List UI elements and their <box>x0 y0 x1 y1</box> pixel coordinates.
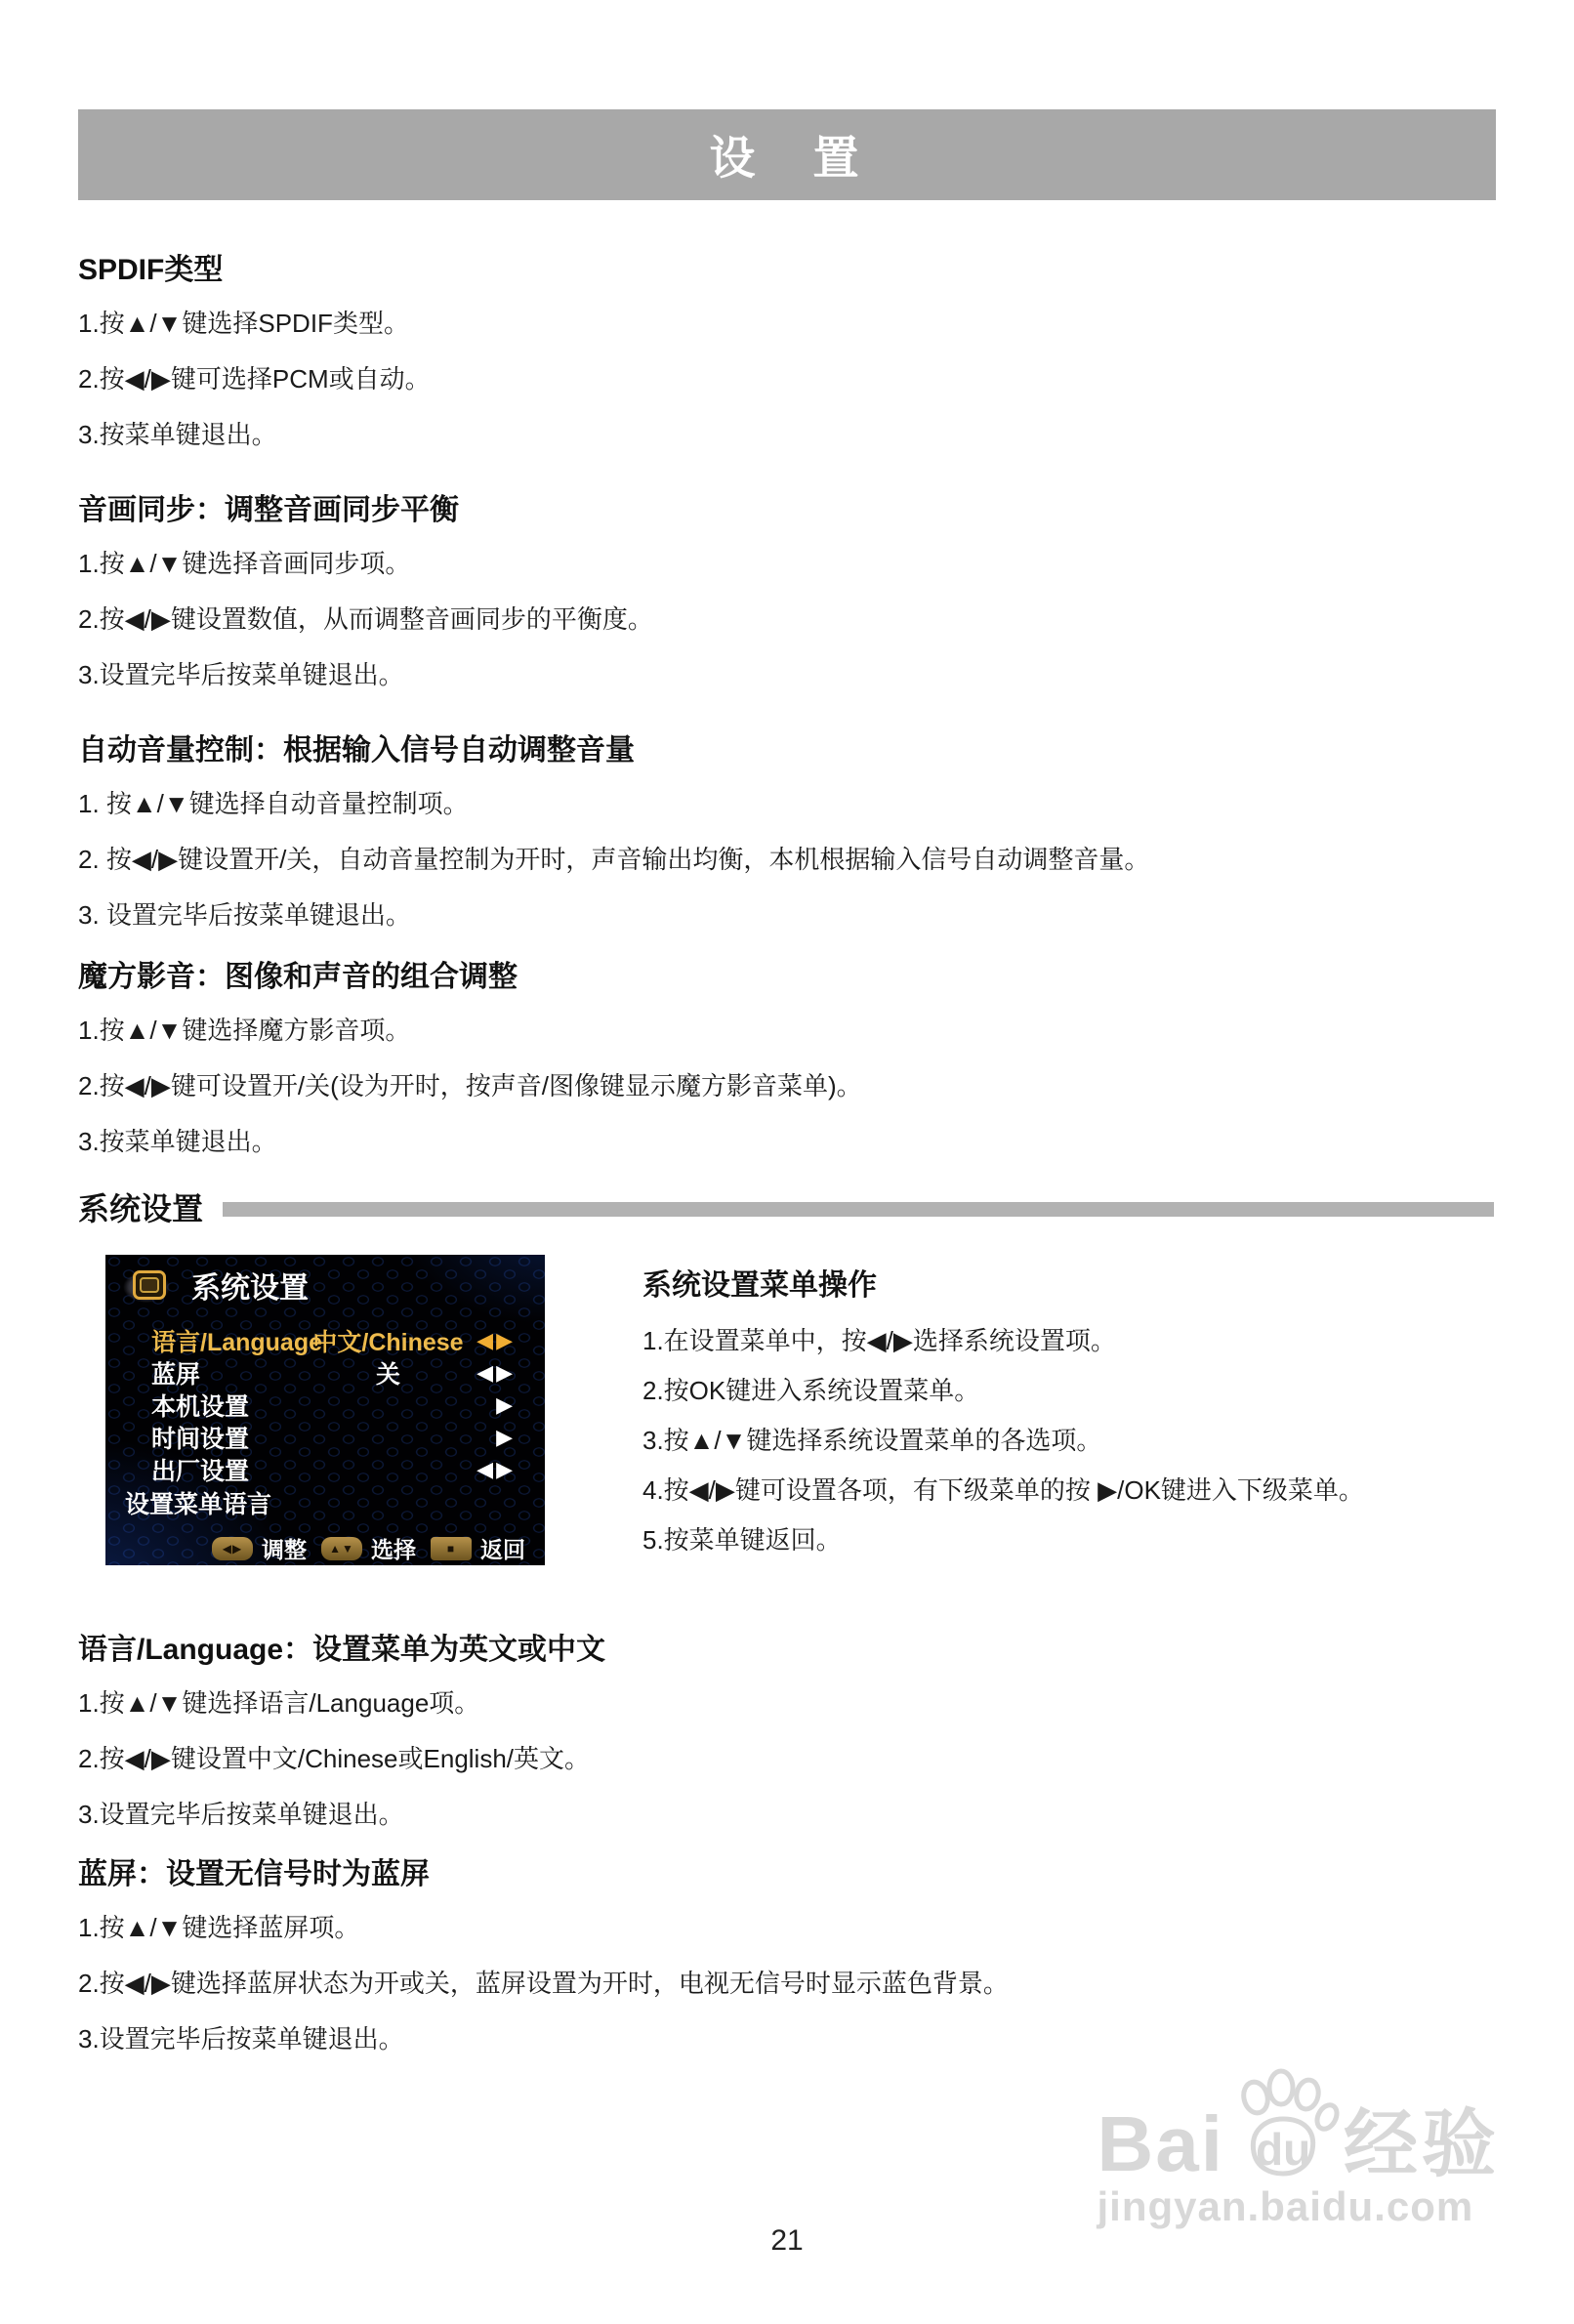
adjust-label: 调整 <box>262 1537 307 1562</box>
system-settings-menu-screenshot <box>105 1255 545 1565</box>
baidu-watermark-logo <box>1097 2068 1501 2187</box>
menu-row-label: 本机设置 <box>151 1392 250 1421</box>
right-arrow-icon: ▶ <box>496 1424 516 1449</box>
section-heading: SPDIF类型 <box>78 254 224 286</box>
menu-row-label: 语言/Language <box>151 1328 323 1356</box>
section-magic-av <box>78 958 1496 1159</box>
adjust-keys-icon: ◀▶ <box>212 1537 253 1560</box>
instruction-step: 3. 设置完毕后按菜单键退出。 <box>78 900 411 930</box>
system-settings-title: 系统设置 <box>78 1191 204 1226</box>
menu-row-factory-settings <box>151 1453 545 1485</box>
select-keys-icon: ▲▼ <box>321 1537 362 1560</box>
instruction-step: 1. 按▲/▼键选择自动音量控制项。 <box>78 789 469 818</box>
instruction-step: 1.按▲/▼键选择蓝屏项。 <box>78 1913 360 1942</box>
instruction-step: 3.按菜单键退出。 <box>78 420 277 449</box>
baidu-bai-text: Bai <box>1097 2100 1224 2187</box>
instruction-step: 1.按▲/▼键选择魔方影音项。 <box>78 1016 411 1045</box>
instruction-step: 1.在设置菜单中，按◀/▶选择系统设置项。 <box>642 1326 1116 1355</box>
baidu-du-text: du <box>1256 2124 1311 2175</box>
select-label: 选择 <box>371 1537 416 1562</box>
tv-menu-rows <box>105 1312 545 1485</box>
instruction-step: 3.按▲/▼键选择系统设置菜单的各选项。 <box>642 1426 1102 1455</box>
menu-row-value: 中文/Chinese <box>312 1328 464 1356</box>
instruction-step: 3.按菜单键退出。 <box>78 1127 277 1156</box>
baidu-watermark-url: jingyan.baidu.com <box>1097 2183 1474 2229</box>
menu-key-icon: ■ <box>431 1537 472 1560</box>
instruction-step: 2.按◀/▶键设置数值，从而调整音画同步的平衡度。 <box>78 604 653 634</box>
menu-row-local-settings <box>151 1389 545 1421</box>
left-right-arrows-icon: ◀▶ <box>476 1456 516 1481</box>
section-divider-rule <box>223 1202 1494 1217</box>
tv-menu-help-text: 设置菜单语言 <box>125 1491 272 1518</box>
page-number: 21 <box>770 2224 804 2257</box>
baidu-paw-icon <box>1226 2068 1342 2183</box>
section-auto-volume <box>78 731 1496 933</box>
system-settings-section-header <box>78 1188 1496 1229</box>
menu-row-time-settings <box>151 1421 545 1453</box>
instruction-step: 3.设置完毕后按菜单键退出。 <box>78 1800 404 1829</box>
section-heading: 系统设置菜单操作 <box>642 1269 877 1302</box>
left-right-arrows-icon: ◀▶ <box>476 1327 516 1352</box>
tv-menu-footer <box>105 1532 545 1565</box>
instruction-step: 3.设置完毕后按菜单键退出。 <box>78 660 404 689</box>
menu-row-language <box>151 1324 545 1356</box>
page-header-bar <box>78 109 1496 200</box>
instruction-step: 1.按▲/▼键选择语言/Language项。 <box>78 1688 480 1718</box>
instruction-step: 2.按◀/▶键选择蓝屏状态为开或关，蓝屏设置为开时，电视无信号时显示蓝色背景。 <box>78 1969 1009 1998</box>
instruction-step: 1.按▲/▼键选择音画同步项。 <box>78 549 411 578</box>
section-language <box>78 1631 1496 1832</box>
menu-row-label: 出厂设置 <box>151 1457 250 1485</box>
system-settings-row <box>78 1255 1496 1572</box>
section-av-sync <box>78 491 1496 692</box>
instruction-step: 5.按菜单键返回。 <box>642 1525 842 1555</box>
instruction-step: 2.按◀/▶键设置中文/Chinese或English/英文。 <box>78 1744 591 1773</box>
menu-row-value: 关 <box>375 1360 400 1389</box>
baidu-watermark <box>1098 2068 1501 2230</box>
instruction-step: 2.按OK键进入系统设置菜单。 <box>642 1376 980 1405</box>
tv-menu-title-row <box>105 1255 545 1312</box>
right-arrow-icon: ▶ <box>496 1391 516 1417</box>
instruction-step: 2.按◀/▶键可设置开/关(设为开时，按声音/图像键显示魔方影音菜单)。 <box>78 1071 862 1100</box>
instruction-step: 4.按◀/▶键可设置各项，有下级菜单的按 ▶/OK键进入下级菜单。 <box>642 1475 1364 1505</box>
menu-row-label: 蓝屏 <box>151 1360 201 1389</box>
system-settings-icon <box>121 1265 178 1306</box>
menu-row-label: 时间设置 <box>151 1425 250 1453</box>
baidu-jingyan-text: 经验 <box>1344 2103 1500 2187</box>
section-spdif <box>78 251 1496 452</box>
instruction-step: 3.设置完毕后按菜单键退出。 <box>78 2024 404 2054</box>
left-right-arrows-icon: ◀▶ <box>476 1359 516 1385</box>
tv-menu-inner <box>105 1255 545 1565</box>
section-heading: 音画同步：调整音画同步平衡 <box>78 494 459 526</box>
section-heading: 魔方影音：图像和声音的组合调整 <box>78 961 518 993</box>
menu-operation-instructions <box>642 1255 1496 1572</box>
section-heading: 蓝屏：设置无信号时为蓝屏 <box>78 1858 430 1890</box>
tv-menu-title: 系统设置 <box>191 1272 309 1305</box>
instruction-step: 1.按▲/▼键选择SPDIF类型。 <box>78 309 409 338</box>
instruction-step: 2.按◀/▶键可选择PCM或自动。 <box>78 364 431 394</box>
section-blue-screen <box>78 1855 1496 2056</box>
instruction-step: 2. 按◀/▶键设置开/关，自动音量控制为开时，声音输出均衡，本机根据输入信号自动调整音量。 <box>78 845 1150 874</box>
page-title: 设 置 <box>709 132 865 184</box>
return-label: 返回 <box>480 1537 525 1562</box>
section-heading: 语言/Language：设置菜单为英文或中文 <box>78 1634 606 1666</box>
section-heading: 自动音量控制：根据输入信号自动调整音量 <box>78 734 635 767</box>
menu-row-blue-screen <box>151 1356 545 1389</box>
